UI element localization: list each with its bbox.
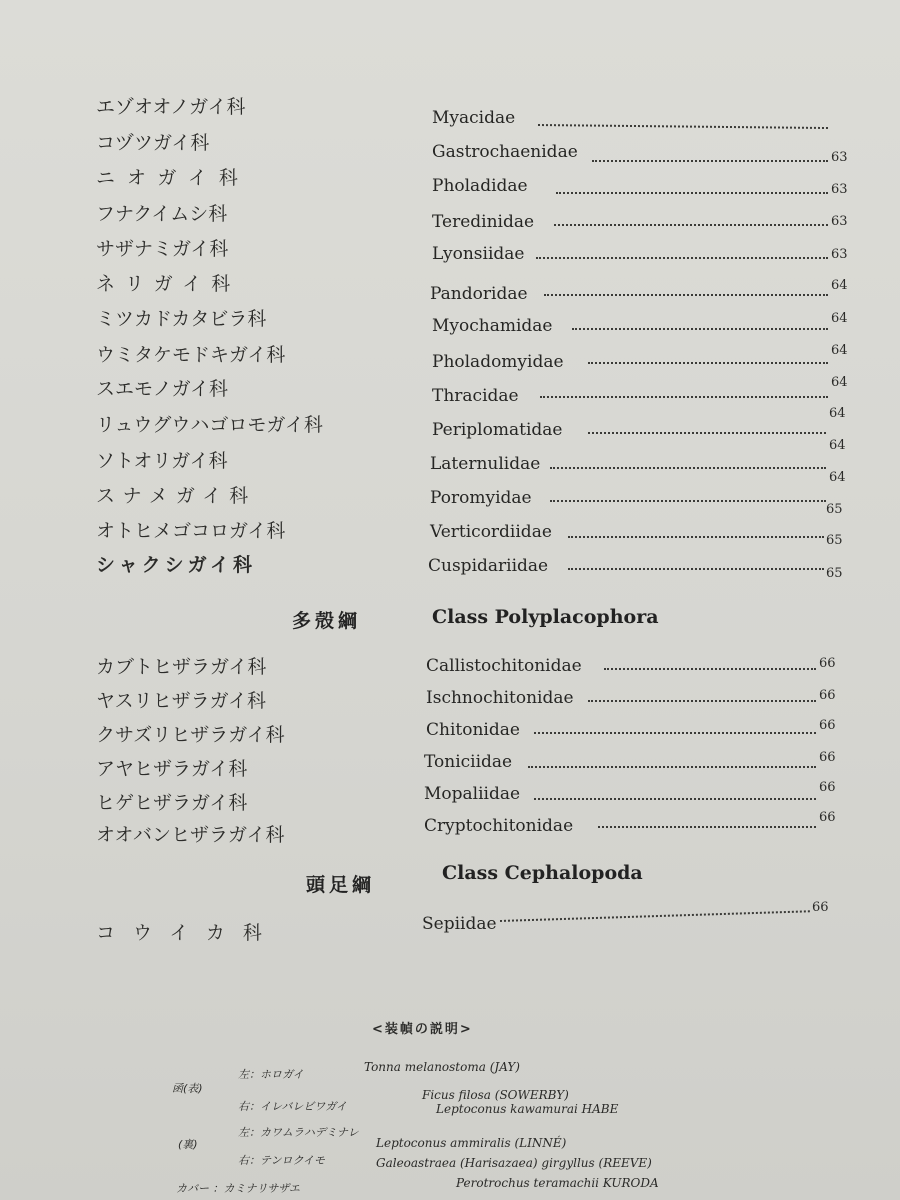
family-latin-name: Cuspidariidae — [428, 556, 549, 576]
family-latin-name: Thracidae — [432, 386, 519, 406]
family-jp-name: オトヒメゴコロガイ科 — [96, 520, 286, 542]
family-jp-name: クサズリヒザラガイ科 — [96, 724, 285, 746]
leader-dots — [544, 294, 828, 296]
page-number: 64 — [829, 406, 846, 421]
page-number: 64 — [831, 343, 848, 358]
family-jp-name: アヤヒザラガイ科 — [96, 758, 248, 780]
leader-dots — [592, 160, 828, 162]
species-name: Leptoconus kawamurai HABE — [436, 1102, 619, 1116]
family-jp-name: ソトオリガイ科 — [96, 450, 228, 472]
family-latin-name: Lyonsiidae — [432, 244, 525, 264]
leader-dots — [568, 536, 824, 538]
page-number: 65 — [826, 533, 843, 548]
leader-dots — [604, 668, 816, 670]
family-jp-name: ウミタケモドキガイ科 — [96, 344, 286, 366]
family-jp-name: オオバンヒザラガイ科 — [96, 824, 285, 846]
family-jp-name: リュウグウハゴロモガイ科 — [96, 414, 323, 436]
leader-dots — [588, 432, 826, 434]
species-name: Galeoastraea (Harisazaea) girgyllus (REEVE) — [376, 1156, 652, 1170]
family-latin-name: Periplomatidae — [432, 420, 563, 440]
family-jp-name: シャクシガイ科 — [96, 554, 257, 576]
leader-dots — [540, 396, 828, 398]
binding-position: 左：カワムラハデミナレ — [238, 1126, 359, 1139]
leader-dots — [598, 826, 816, 828]
family-latin-name: Cryptochitonidae — [424, 816, 574, 836]
class-heading-en: Class Polyplacophora — [432, 606, 659, 628]
page-number: 66 — [819, 810, 836, 825]
family-latin-name: Mopaliidae — [424, 784, 521, 804]
binding-position: 右：テンロクイモ — [238, 1154, 325, 1167]
page-number: 64 — [831, 278, 848, 293]
family-jp-name: スエモノガイ科 — [96, 378, 229, 400]
page-number: 65 — [826, 502, 843, 517]
leader-dots — [534, 798, 816, 800]
leader-dots — [538, 124, 828, 129]
family-jp-name: エゾオオノガイ科 — [96, 96, 246, 118]
class-heading-jp: 多殻綱 — [292, 610, 362, 632]
family-latin-name: Callistochitonidae — [426, 656, 582, 676]
family-jp-name: ヒゲヒザラガイ科 — [96, 792, 248, 814]
family-latin-name: Ischnochitonidae — [426, 688, 574, 708]
species-name: Leptoconus ammiralis (LINNÉ) — [376, 1136, 567, 1150]
family-latin-name: Verticordiidae — [430, 522, 552, 542]
leader-dots — [550, 500, 826, 502]
family-latin-name: Gastrochaenidae — [432, 142, 578, 162]
family-jp-name: ミツカドカタビラ科 — [96, 308, 267, 330]
page-number: 64 — [831, 311, 848, 326]
family-jp-name: コウイカ科 — [96, 922, 280, 944]
page-number: 66 — [819, 656, 836, 671]
family-jp-name: ヤスリヒザラガイ科 — [96, 690, 267, 712]
family-jp-name: カブトヒザラガイ科 — [96, 656, 267, 678]
class-heading-jp: 頭足綱 — [306, 874, 376, 896]
binding-section-label: 函(表) — [172, 1082, 203, 1095]
leader-dots — [588, 700, 816, 702]
page-number: 66 — [812, 900, 829, 915]
binding-position: カバー ：カミナリサザエ — [176, 1182, 300, 1195]
leader-dots — [534, 732, 816, 734]
page-number: 65 — [826, 566, 843, 581]
family-latin-name: Pholadidae — [432, 176, 528, 196]
page-number: 64 — [831, 375, 848, 390]
binding-position: 左：ホロガイ — [238, 1068, 304, 1081]
family-latin-name: Chitonidae — [426, 720, 520, 740]
binding-position: 右：イレバレビワガイ — [238, 1100, 347, 1113]
family-jp-name: スナメガイ科 — [96, 485, 257, 507]
binding-title: <装幀の説明> — [372, 1022, 473, 1037]
page-number: 66 — [819, 688, 836, 703]
page-number: 63 — [831, 150, 848, 165]
family-jp-name: ネリガイ科 — [96, 273, 241, 295]
page-number: 63 — [831, 214, 848, 229]
family-jp-name: サザナミガイ科 — [96, 238, 229, 260]
family-latin-name: Myacidae — [432, 108, 516, 128]
family-latin-name: Sepiidae — [422, 914, 497, 934]
page-number: 66 — [819, 780, 836, 795]
family-latin-name: Laternulidae — [430, 454, 541, 474]
leader-dots — [536, 257, 828, 259]
page-number: 63 — [831, 182, 848, 197]
family-latin-name: Myochamidae — [432, 316, 553, 336]
family-latin-name: Pandoridae — [430, 284, 528, 304]
leader-dots — [528, 766, 816, 768]
leader-dots — [500, 910, 810, 922]
leader-dots — [572, 328, 828, 330]
family-jp-name: ニオガイ科 — [96, 167, 250, 189]
page-number: 63 — [831, 247, 848, 262]
leader-dots — [556, 192, 828, 194]
binding-section-label: (裏) — [178, 1138, 198, 1151]
species-name: Perotrochus teramachii KURODA — [456, 1176, 659, 1190]
species-name: Tonna melanostoma (JAY) — [364, 1060, 520, 1074]
family-latin-name: Toniciidae — [424, 752, 513, 772]
leader-dots — [568, 568, 824, 570]
page-number: 66 — [819, 750, 836, 765]
page-number: 64 — [829, 438, 846, 453]
species-name: Ficus filosa (SOWERBY) — [422, 1088, 569, 1102]
family-latin-name: Teredinidae — [432, 212, 535, 232]
family-jp-name: フナクイムシ科 — [96, 203, 228, 225]
family-latin-name: Poromyidae — [430, 488, 532, 508]
leader-dots — [554, 224, 828, 226]
page-number: 64 — [829, 470, 846, 485]
class-heading-en: Class Cephalopoda — [442, 862, 643, 884]
family-latin-name: Pholadomyidae — [432, 352, 564, 372]
page-number: 66 — [819, 718, 836, 733]
leader-dots — [588, 362, 828, 364]
leader-dots — [550, 467, 826, 469]
family-jp-name: コヅツガイ科 — [96, 132, 210, 154]
